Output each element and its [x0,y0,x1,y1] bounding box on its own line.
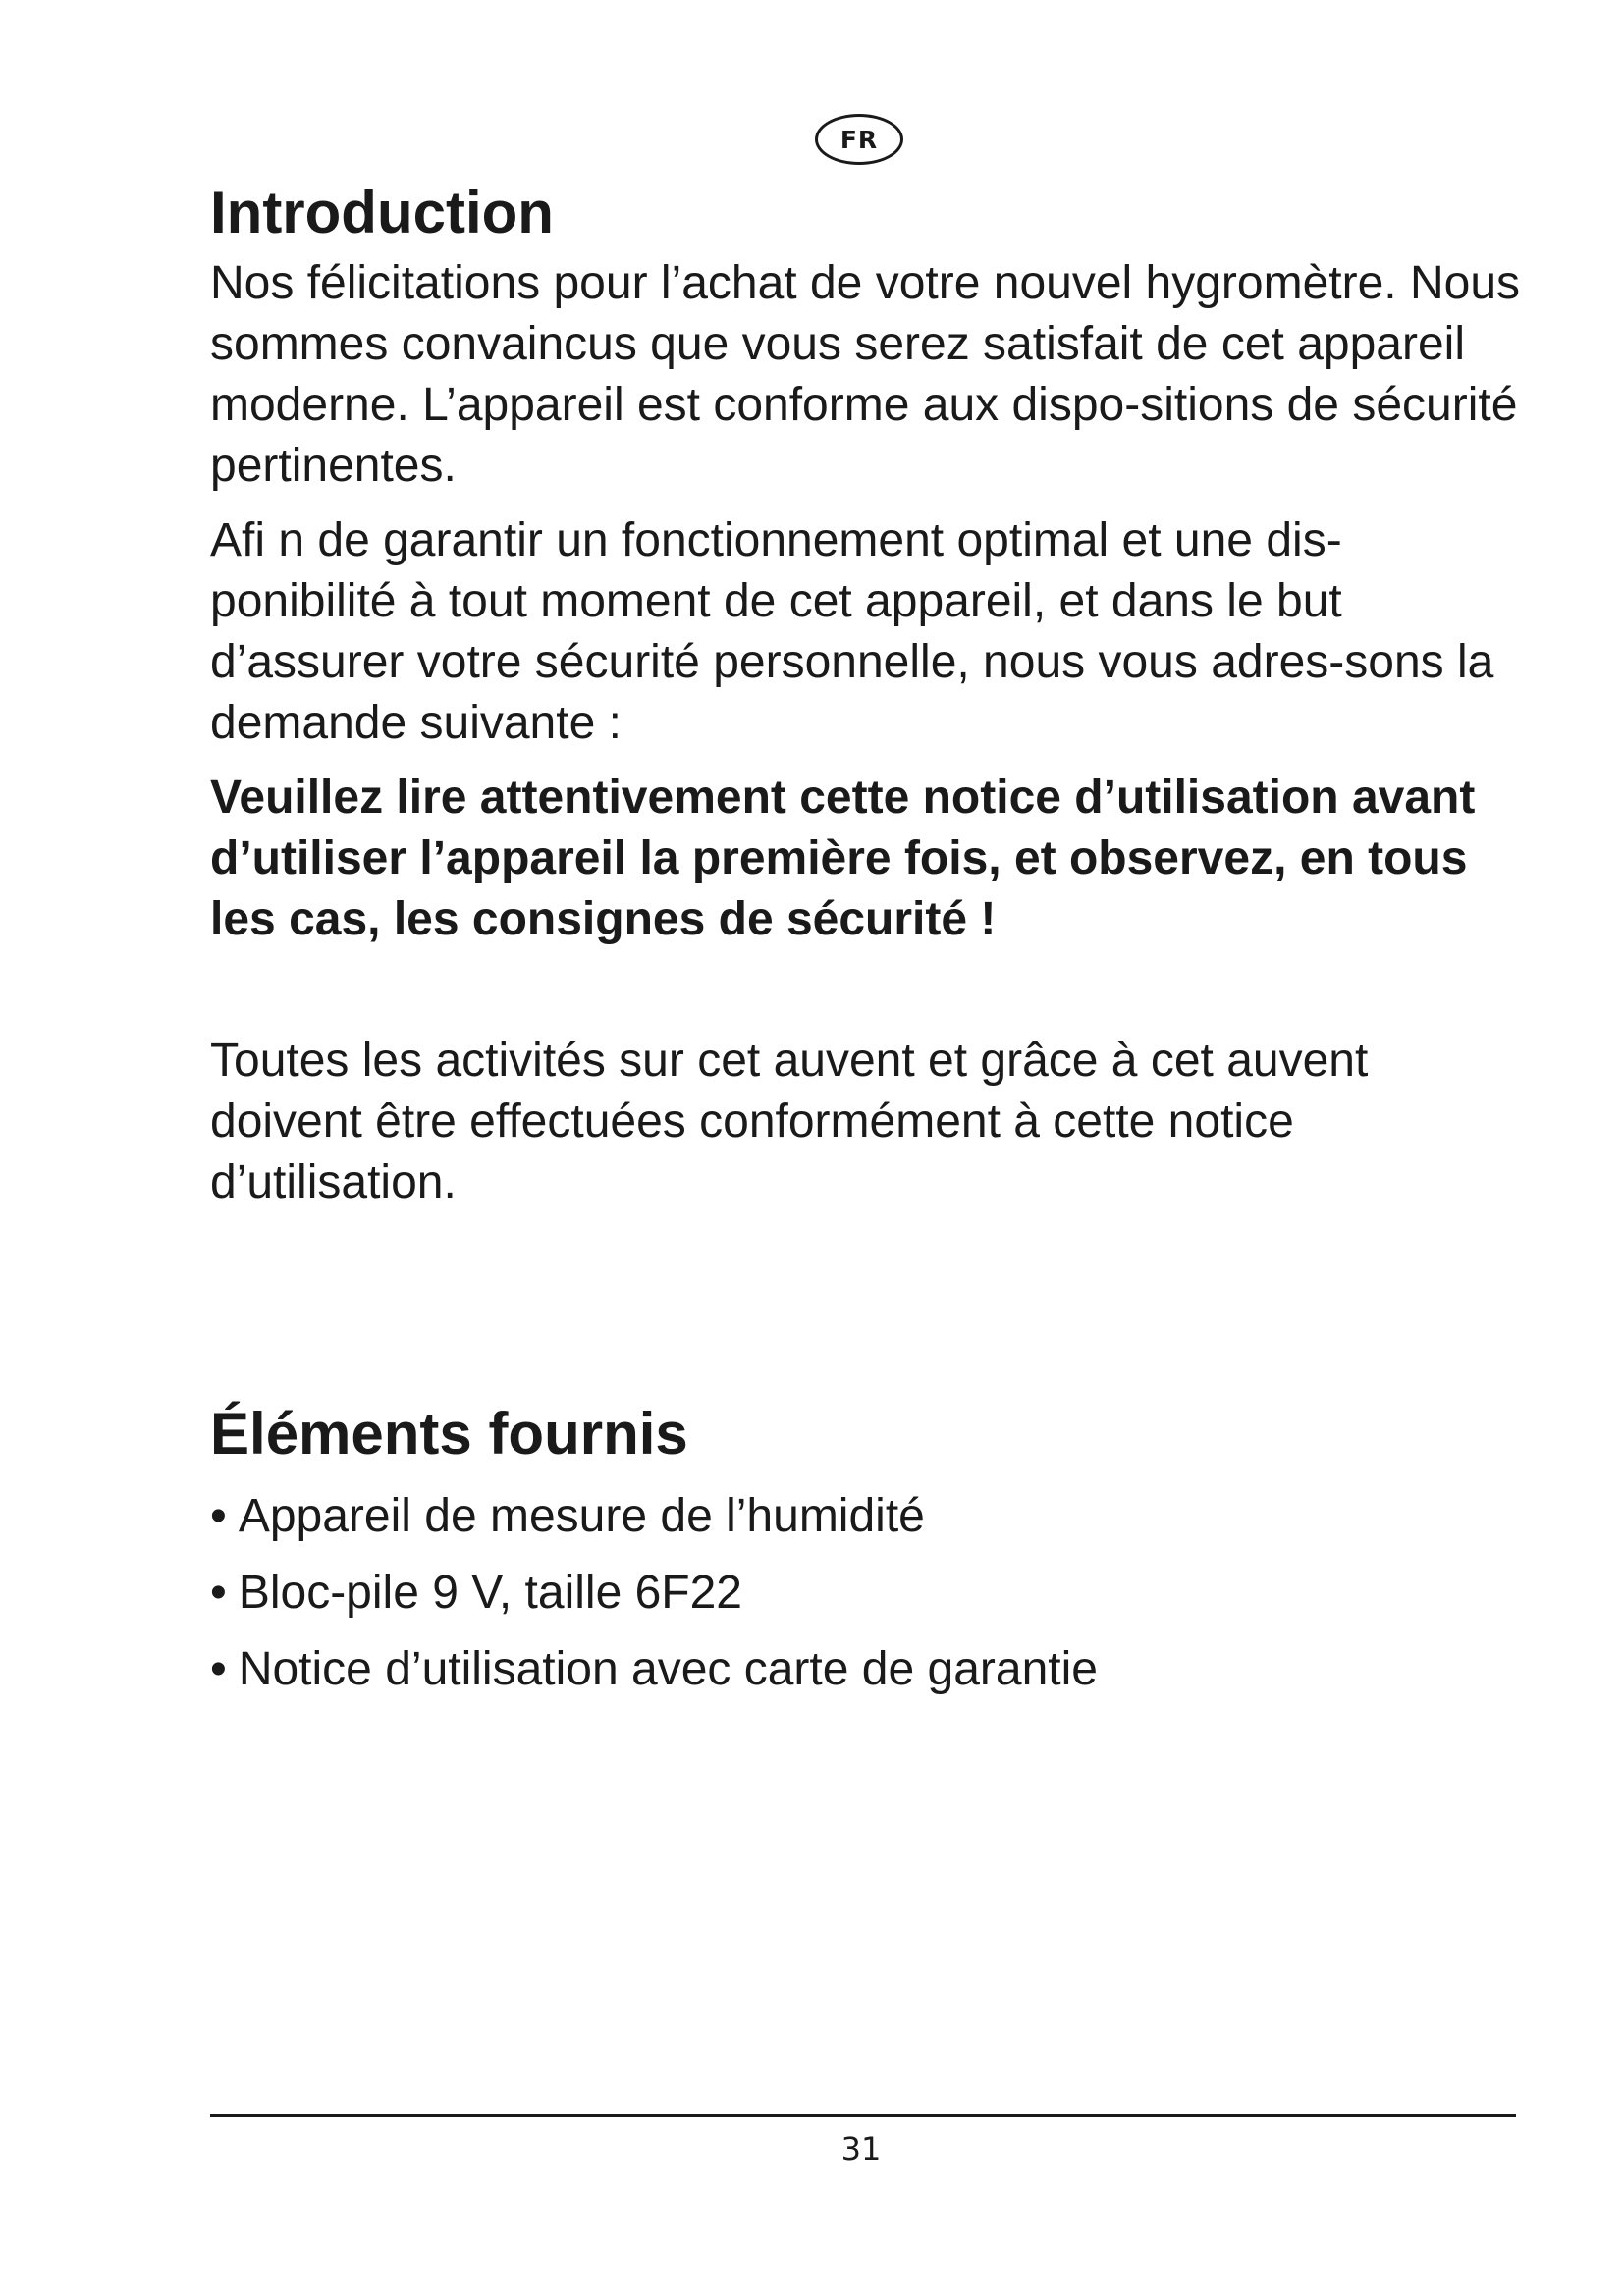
list-item-text: Appareil de mesure de l’humidité [238,1490,925,1542]
list-item [210,1555,1526,1631]
introduction-paragraph-2: Afi n de garantir un fonctionnement optimal et une dis-ponibilité à tout moment de cet appareil, et dans le but d’assurer votre sécurité personnelle, nous vous adres-sons la demande suivante : [210,514,1494,749]
safety-warning: Veuillez lire attentivement cette notice d’utilisation avant d’utiliser l’appareil la première fois, et observez, en tous les cas, les consignes de sécurité ! [210,772,1476,945]
language-badge: FR [815,114,903,165]
list-item-text: Notice d’utilisation avec carte de garantie [238,1643,1098,1695]
page-number: 31 [840,2130,882,2167]
supplied-items-list [210,1478,1526,1708]
supplied-items-heading: Éléments fournis [210,1401,688,1467]
introduction-heading: Introduction [210,180,554,245]
page-content [210,173,1526,1708]
list-item-text: Bloc-pile 9 V, taille 6F22 [238,1567,742,1619]
introduction-paragraph-3: Toutes les activités sur cet auvent et grâce à cet auvent doivent être effectuées conformément à cette notice d’utilisation. [210,1035,1369,1208]
footer-divider [210,2114,1516,2117]
bullet-icon: • [210,1643,227,1695]
list-item [210,1478,1526,1555]
bullet-icon: • [210,1567,227,1619]
bullet-icon: • [210,1490,227,1542]
introduction-paragraph-1: Nos félicitations pour l’achat de votre nouvel hygromètre. Nous sommes convaincus que vous serez satisfait de cet appareil moderne. L’appareil est conforme aux dispo-sitions de sécurité pertinentes. [210,257,1521,492]
list-item [210,1631,1526,1708]
